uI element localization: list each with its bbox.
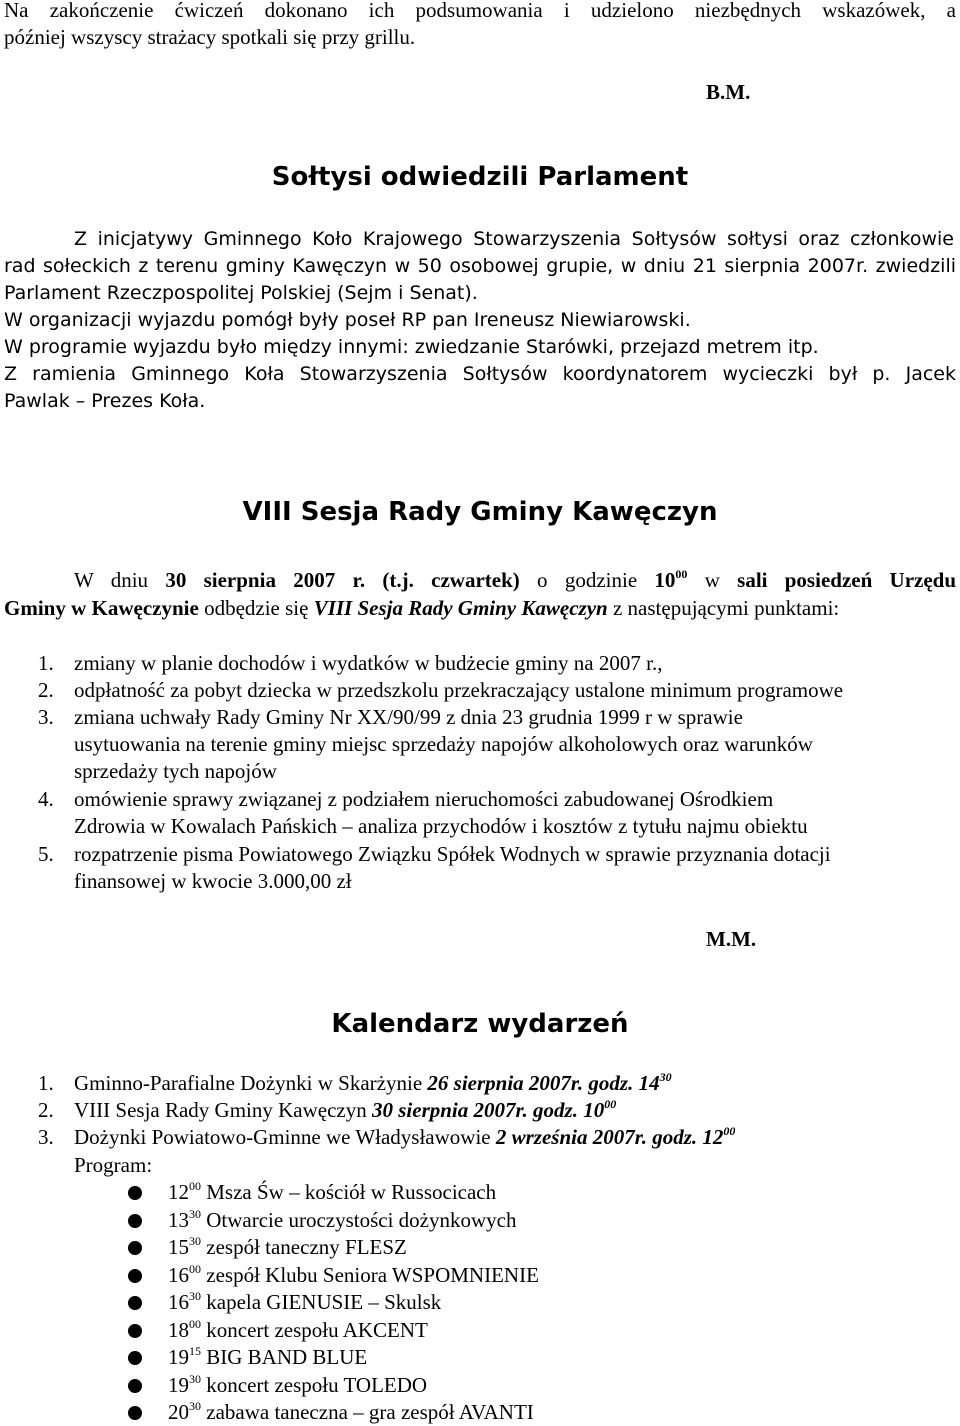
program-hour: 16	[168, 1262, 189, 1287]
agenda-item-text: odpłatność za pobyt dziecka w przedszkolu przekraczający ustalone minimum programowe	[74, 678, 844, 702]
bullet-icon	[128, 1379, 142, 1393]
agenda-item-text: omówienie sprawy związanej z podziałem nieruchomości zabudowanej Ośrodkiem	[74, 787, 774, 811]
agenda-item-number: 1.	[38, 651, 54, 675]
calendar-title: Kalendarz wydarzeń	[331, 1009, 629, 1039]
calendar-event-number: 3.	[38, 1125, 54, 1149]
agenda-item-text: zmiana uchwały Rady Gminy Nr XX/90/99 z dnia 23 grudnia 1999 r w sprawie	[74, 705, 743, 729]
calendar-event-date: 2 września 2007r. godz. 12	[495, 1125, 724, 1149]
program-item	[168, 1262, 539, 1289]
article2-intro-line-1	[74, 567, 956, 594]
agenda-item-text: finansowej w kwocie 3.000,00 zł	[74, 869, 352, 893]
program-minute: 30	[189, 1289, 201, 1303]
program-item	[168, 1399, 534, 1426]
program-text: BIG BAND BLUE	[201, 1345, 368, 1369]
calendar-event-date: 30 sierpnia 2007r. godz. 10	[372, 1098, 605, 1122]
article2-signature: M.M.	[706, 927, 757, 951]
agenda-item-text: rozpatrzenie pisma Powiatowego Związku Spółek Wodnych w sprawie przyznania dotacji	[74, 842, 831, 866]
program-minute: 15	[189, 1344, 201, 1358]
program-text: koncert zespołu TOLEDO	[201, 1372, 428, 1397]
calendar-event	[38, 1070, 672, 1097]
program-item	[168, 1372, 427, 1399]
calendar-event-number: 1.	[38, 1071, 54, 1095]
article2-intro-line-2	[4, 595, 956, 622]
article2-o-godzinie: o godzinie	[519, 568, 655, 592]
program-item	[168, 1344, 367, 1371]
program-hour: 12	[168, 1180, 189, 1204]
article1-line: W organizacji wyjazdu pomógł były poseł RP pan Ireneusz Niewiarowski.	[4, 309, 691, 331]
intro-signature: B.M.	[706, 80, 751, 104]
article2-session: VIII Sesja Rady Gminy Kawęczyn	[313, 596, 608, 620]
program-text: zespół taneczny FLESZ	[201, 1235, 407, 1259]
calendar-event-minute: 00	[723, 1124, 736, 1138]
program-text: kapela GIENUSIE – Skulsk	[201, 1290, 442, 1314]
program-item	[168, 1289, 441, 1316]
calendar-event-minute: 30	[659, 1070, 672, 1084]
agenda-item-number: 5.	[38, 842, 54, 866]
program-minute: 30	[189, 1234, 201, 1248]
article1-line: Z inicjatywy Gminnego Koło Krajowego Stowarzyszenia Sołtysów sołtysi oraz członkowie	[74, 228, 954, 250]
program-text: koncert zespołu AKCENT	[201, 1317, 428, 1342]
bullet-icon	[128, 1269, 142, 1283]
program-text: zespół Klubu Seniora WSPOMNIENIE	[201, 1262, 539, 1287]
calendar-event-minute: 00	[604, 1097, 617, 1111]
article1-line: Pawlak – Prezes Koła.	[4, 390, 206, 412]
program-item	[168, 1317, 428, 1344]
calendar-event	[38, 1097, 616, 1124]
calendar-event-date: 26 sierpnia 2007r. godz. 14	[427, 1071, 660, 1095]
program-minute: 00	[189, 1261, 201, 1276]
agenda-item-text: zmiany w planie dochodów i wydatków w budżecie gminy na 2007 r.,	[74, 651, 663, 675]
article1-line: W programie wyjazdu było między innymi: zwiedzanie Starówki, przejazd metrem itp.	[4, 336, 819, 358]
agenda-item-text: usytuowania na terenie gminy miejsc sprzedaży napojów alkoholowych oraz warunków	[74, 732, 813, 756]
program-item	[168, 1207, 516, 1234]
program-minute: 30	[189, 1206, 201, 1221]
program-hour: 19	[168, 1345, 189, 1369]
program-item	[168, 1234, 407, 1261]
program-text: Otwarcie uroczystości dożynkowych	[201, 1207, 517, 1232]
article1-line: Parlament Rzeczpospolitej Polskiej (Sejm i Senat).	[4, 282, 478, 304]
article2-title: VIII Sesja Rady Gminy Kawęczyn	[242, 497, 718, 527]
article1-title: Sołtysi odwiedzili Parlament	[271, 162, 689, 192]
calendar-event-text: Gminno-Parafialne Dożynki w Skarżynie	[74, 1071, 428, 1095]
intro-line-2: później wszyscy strażacy spotkali się przy grillu.	[4, 25, 416, 49]
intro-line-1: Na zakończenie ćwiczeń dokonano ich podsumowania i udzielono niezbędnych wskazówek, a	[4, 0, 956, 22]
article2-w: w	[687, 568, 738, 592]
program-minute: 30	[189, 1399, 201, 1413]
article2-odbedzie: odbędzie się	[198, 596, 314, 620]
program-hour: 15	[168, 1235, 189, 1259]
calendar-event-text: VIII Sesja Rady Gminy Kawęczyn	[74, 1098, 372, 1122]
agenda-item-number: 4.	[38, 787, 54, 811]
calendar-event	[38, 1124, 735, 1151]
article2-date: 30 sierpnia 2007 r. (t.j. czwartek)	[165, 568, 520, 592]
program-hour: 18	[168, 1317, 189, 1342]
calendar-event-number: 2.	[38, 1098, 54, 1122]
bullet-icon	[128, 1186, 142, 1200]
program-hour: 19	[168, 1372, 189, 1397]
article2-end: z następującymi punktami:	[607, 596, 840, 620]
program-item	[168, 1179, 496, 1206]
article2-w-dniu: W dniu	[74, 568, 166, 592]
bullet-icon	[128, 1406, 142, 1420]
program-hour: 13	[168, 1207, 189, 1232]
program-minute: 30	[189, 1371, 201, 1386]
bullet-icon	[128, 1351, 142, 1365]
article2-place-2: Gminy w Kawęczynie	[4, 596, 199, 620]
article1-line: Z ramienia Gminnego Koła Stowarzyszenia Sołtysów koordynatorem wycieczki był p. Jacek	[4, 363, 956, 385]
article2-hour: 10	[654, 568, 676, 592]
agenda-item-number: 2.	[38, 678, 54, 702]
agenda-item-text: sprzedaży tych napojów	[74, 759, 277, 783]
program-text: zabawa taneczna – gra zespół AVANTI	[201, 1400, 534, 1424]
program-hour: 20	[168, 1400, 189, 1424]
program-label: Program:	[74, 1153, 153, 1177]
program-text: Msza Św – kościół w Russocicach	[201, 1180, 497, 1204]
program-minute: 00	[189, 1316, 201, 1331]
bullet-icon	[128, 1214, 142, 1228]
article1-line: rad sołeckich z terenu gminy Kawęczyn w 50 osobowej grupie, w dniu 21 sierpnia 2007r. zwiedzili	[4, 255, 956, 277]
article2-place-1: sali posiedzeń Urzędu	[737, 568, 957, 592]
bullet-icon	[128, 1324, 142, 1338]
program-hour: 16	[168, 1290, 189, 1314]
article2-minute: 00	[675, 567, 688, 581]
calendar-event-text: Dożynki Powiatowo-Gminne we Władysławowie	[74, 1125, 496, 1149]
agenda-item-number: 3.	[38, 705, 54, 729]
program-minute: 00	[189, 1179, 201, 1193]
bullet-icon	[128, 1241, 142, 1255]
agenda-item-text: Zdrowia w Kowalach Pańskich – analiza przychodów i kosztów z tytułu najmu obiektu	[74, 814, 808, 838]
bullet-icon	[128, 1296, 142, 1310]
